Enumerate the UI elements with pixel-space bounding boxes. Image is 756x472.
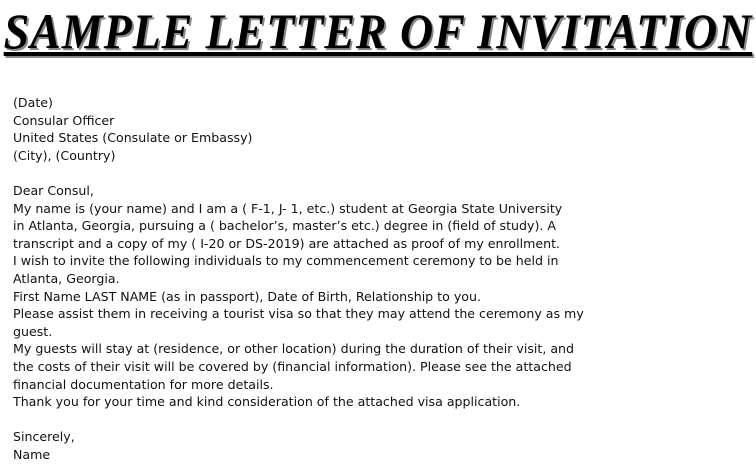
body-line: First Name LAST NAME (as in passport), Date of Birth, Relationship to you. [13, 288, 481, 304]
signature-name: Name [13, 446, 51, 462]
body-line: financial documentation for more details. [13, 376, 274, 392]
paragraph-gap [13, 411, 743, 429]
body-line: Thank you for your time and kind consideration of the attached visa application. [13, 394, 521, 410]
body-line: Atlanta, Georgia. [13, 270, 120, 286]
body-line: transcript and a copy of my ( I-20 or DS-2019) are attached as proof of my enrollment. [13, 235, 561, 251]
salutation: Dear Consul, [13, 182, 94, 198]
body-line: in Atlanta, Georgia, pursuing a ( bachelor’s, master’s etc.) degree in (field of study). A [13, 218, 557, 234]
document-title: SAMPLE LETTER OF INVITATION [3, 3, 753, 59]
body-line: My guests will stay at (residence, or other location) during the duration of their visit, and [13, 341, 575, 357]
body-line: guest. [13, 323, 53, 339]
body-line: My name is (your name) and I am a ( F-1, J- 1, etc.) student at Georgia State University [13, 200, 563, 216]
address-office: United States (Consulate or Embassy) [13, 130, 253, 146]
body-line: Please assist them in receiving a tourist visa so that they may attend the ceremony as my [13, 306, 584, 322]
address-location: (City), (Country) [13, 147, 116, 163]
address-date: (Date) [13, 95, 53, 110]
address-recipient: Consular Officer [13, 112, 115, 128]
closing: Sincerely, [13, 429, 75, 445]
letter-body [13, 94, 743, 463]
body-line: the costs of their visit will be covered by (financial information). Please see the attached [13, 358, 572, 374]
paragraph-gap [13, 164, 743, 182]
body-line: I wish to invite the following individuals to my commencement ceremony to be held in [13, 253, 559, 269]
